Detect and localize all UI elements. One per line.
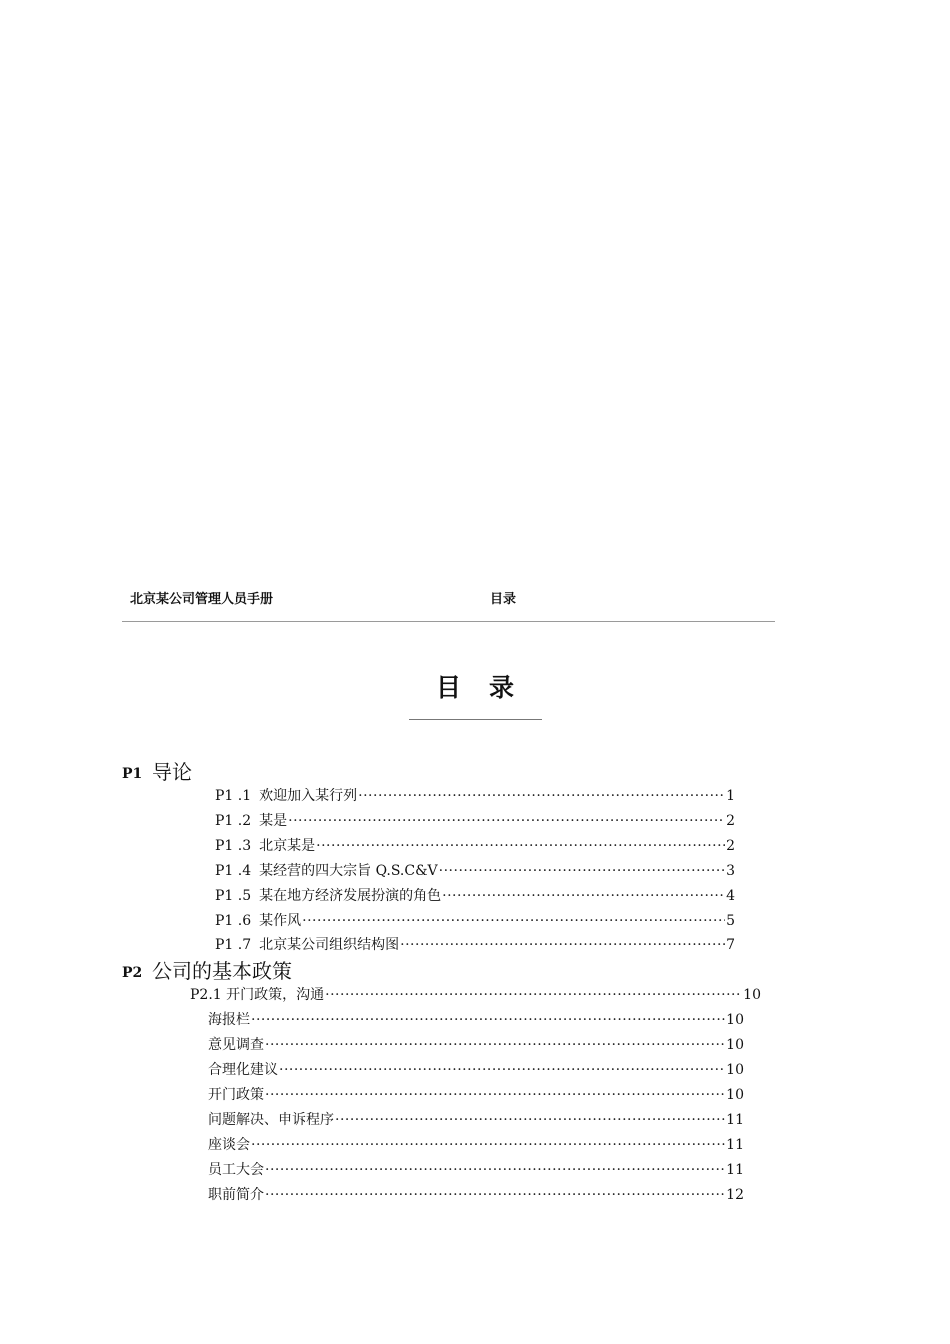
entry-page: 5: [726, 913, 735, 929]
toc-entry[interactable]: [208, 1084, 744, 1106]
entry-page: 2: [726, 838, 735, 854]
toc-entry[interactable]: [215, 785, 735, 807]
entry-page: 10: [743, 987, 761, 1003]
dot-leader: [302, 910, 725, 932]
entry-page: 11: [726, 1112, 744, 1128]
dot-leader: [265, 1034, 725, 1056]
entry-code: P1 .1: [215, 788, 252, 804]
entry-page: 2: [726, 813, 735, 829]
entry-text: 座谈会: [208, 1137, 250, 1153]
part-heading-p1: [122, 758, 192, 786]
entry-page: 10: [726, 1037, 744, 1053]
entry-code: P1 .2: [215, 813, 252, 829]
dot-leader: [439, 860, 725, 882]
toc-entry[interactable]: [208, 1009, 744, 1031]
entry-page: 3: [726, 863, 735, 879]
entry-text: 北京某公司组织结构图: [259, 937, 400, 953]
entry-text: 某在地方经济发展扮演的角色: [259, 888, 442, 904]
entry-code: P1 .6: [215, 913, 252, 929]
entry-page: 11: [726, 1137, 744, 1153]
entry-text: 欢迎加入某行列: [259, 788, 358, 804]
entry-code: P1 .3: [215, 838, 252, 854]
dot-leader: [279, 1059, 725, 1081]
entry-text: 海报栏: [208, 1012, 250, 1028]
page-title: 目录: [435, 673, 542, 702]
entry-page: 11: [726, 1162, 744, 1178]
part-title: 公司的基本政策: [152, 959, 292, 983]
header-manual-title: 北京某公司管理人员手册: [130, 592, 274, 607]
entry-page: 1: [726, 788, 735, 804]
part-title: 导论: [152, 760, 192, 784]
dot-leader: [335, 1109, 725, 1131]
entry-page: 10: [726, 1087, 744, 1103]
entry-text: 北京某是: [259, 838, 316, 854]
dot-leader: [265, 1184, 725, 1206]
toc-entry[interactable]: [215, 910, 735, 932]
entry-code: P1 .7: [215, 937, 252, 953]
dot-leader: [251, 1009, 725, 1031]
entry-page: 12: [726, 1187, 744, 1203]
dot-leader: [400, 934, 725, 956]
entry-text: 开门政策: [208, 1087, 264, 1103]
entry-text: 问题解决、申诉程序: [208, 1112, 334, 1128]
entry-page: 4: [726, 888, 735, 904]
entry-text: 某是: [259, 813, 288, 829]
dot-leader: [251, 1134, 725, 1156]
dot-leader: [316, 835, 725, 857]
toc-entry[interactable]: [208, 1109, 744, 1131]
toc-entry[interactable]: [208, 1159, 744, 1181]
title-underline: [409, 719, 542, 720]
toc-entry[interactable]: [208, 1134, 744, 1156]
toc-section-entry[interactable]: [190, 984, 761, 1006]
entry-text: 某经营的四大宗旨 Q.S.C&V: [259, 863, 438, 879]
dot-leader: [325, 984, 742, 1006]
entry-text: 某作风: [259, 913, 302, 929]
toc-entry[interactable]: [208, 1034, 744, 1056]
entry-code: P1 .4: [215, 863, 252, 879]
running-header: [130, 588, 750, 608]
part-heading-p2: [122, 957, 292, 985]
toc-entry[interactable]: [215, 860, 735, 882]
entry-text: 员工大会: [208, 1162, 264, 1178]
toc-entry[interactable]: [215, 885, 735, 907]
entry-page: 10: [726, 1012, 744, 1028]
dot-leader: [265, 1084, 725, 1106]
toc-entry[interactable]: [208, 1184, 744, 1206]
entry-code: P1 .5: [215, 888, 252, 904]
part-number: P2: [122, 965, 143, 981]
toc-entry[interactable]: [215, 835, 735, 857]
entry-text: 意见调查: [208, 1037, 264, 1053]
toc-entry[interactable]: [215, 934, 735, 956]
dot-leader: [265, 1159, 725, 1181]
header-section-label: 目录: [490, 592, 517, 607]
entry-text: P2.1 开门政策，沟通: [190, 987, 325, 1003]
dot-leader: [442, 885, 725, 907]
entry-text: 职前简介: [208, 1187, 264, 1203]
part-number: P1: [122, 766, 143, 782]
dot-leader: [358, 785, 725, 807]
entry-page: 10: [726, 1062, 744, 1078]
dot-leader: [288, 810, 725, 832]
header-divider: [122, 621, 775, 622]
toc-entry[interactable]: [215, 810, 735, 832]
entry-text: 合理化建议: [208, 1062, 278, 1078]
toc-entry[interactable]: [208, 1059, 744, 1081]
entry-page: 7: [726, 937, 735, 953]
